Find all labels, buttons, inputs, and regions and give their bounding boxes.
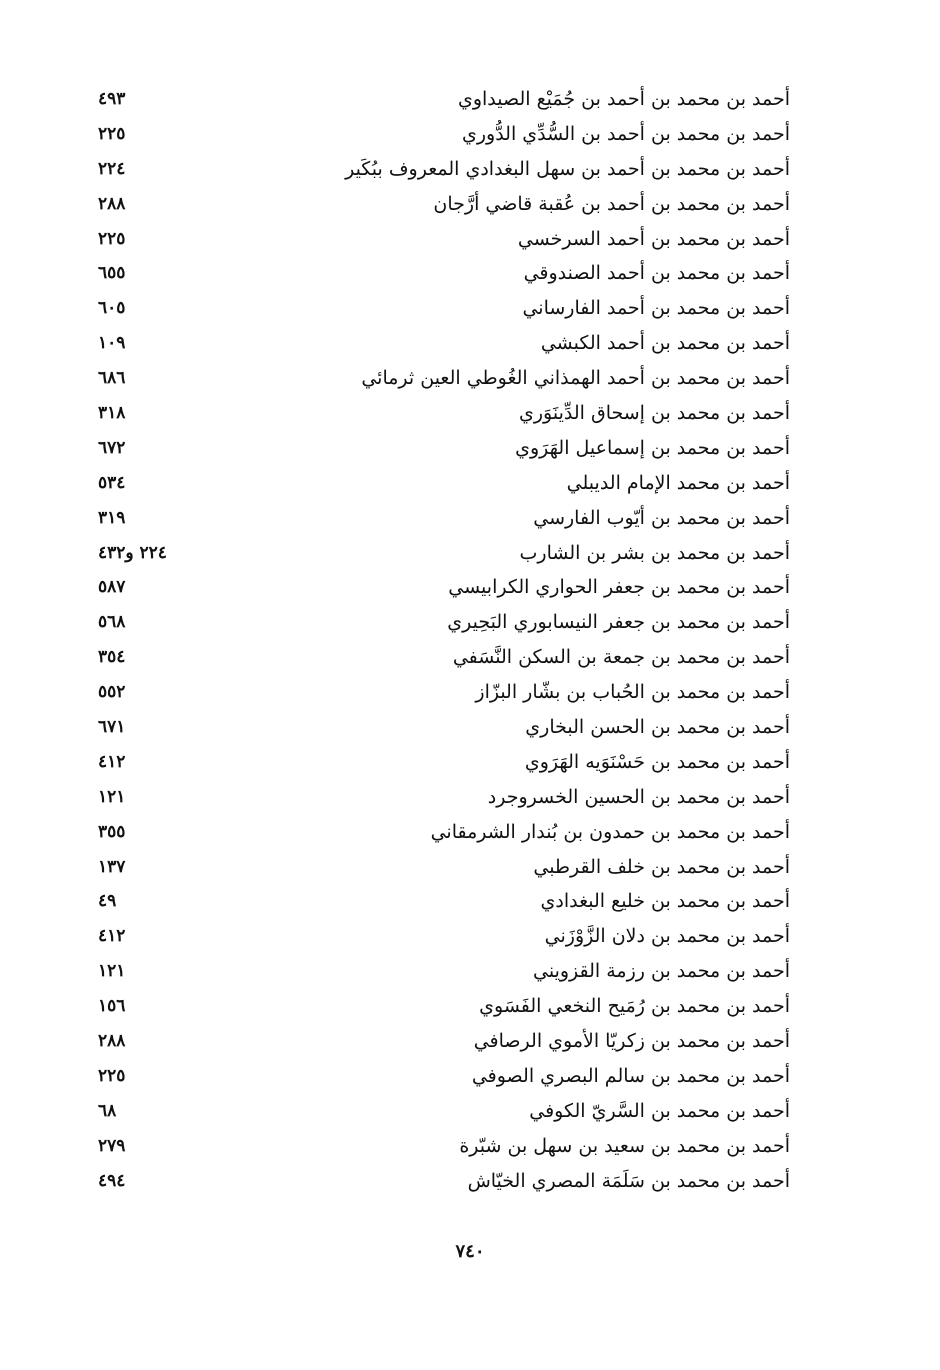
entry-name: أحمد بن محمد بن جعفر الحواري الكرابيسي <box>448 576 790 599</box>
entry-name: أحمد بن محمد بن أحمد الهمذاني الغُوطي العين ثرمائي <box>361 367 790 390</box>
index-entry <box>80 117 790 152</box>
entry-name: أحمد بن محمد بن الحسن البخاري <box>525 716 790 739</box>
entry-name: أحمد بن محمد بن إسحاق الدِّينَوَري <box>518 402 790 425</box>
entry-name: أحمد بن محمد بن حَسْنَوَيه الهَرَوي <box>524 750 790 773</box>
entry-page-ref: ٢٢٤ و٤٣٢ <box>98 542 167 563</box>
entry-page-ref: ٢٧٩ <box>98 1135 126 1156</box>
index-entry <box>80 291 790 326</box>
entry-name: أحمد بن محمد بن جعفر النيسابوري البَحِيري <box>447 611 790 634</box>
entry-name: أحمد بن محمد بن سَلَمَة المصري الخيّاش <box>467 1169 790 1192</box>
entry-name: أحمد بن محمد بن الحسين الخسروجرد <box>487 785 790 808</box>
entry-name: أحمد بن محمد بن أحمد الصندوقي <box>523 262 790 285</box>
entry-page-ref: ٢٢٥ <box>98 123 126 144</box>
entry-page-ref: ٣٥٤ <box>98 647 126 668</box>
page-number: ٧٤٠ <box>455 1241 485 1262</box>
entry-page-ref: ٦٨٦ <box>98 368 126 389</box>
index-entry <box>80 1059 790 1094</box>
entry-page-ref: ٣٥٥ <box>98 821 126 842</box>
entry-name: أحمد بن محمد بن أحمد بن سهل البغدادي المعروف ببُكَير <box>345 157 790 180</box>
entry-name: أحمد بن محمد بن أيّوب الفارسي <box>533 506 790 529</box>
entry-page-ref: ٢٨٨ <box>98 1031 126 1052</box>
entry-page-ref: ٢٢٥ <box>98 228 126 249</box>
index-entry <box>80 466 790 501</box>
entry-page-ref: ١٥٦ <box>98 996 126 1017</box>
entry-page-ref: ٦٧٢ <box>98 437 126 458</box>
index-entry <box>80 1024 790 1059</box>
index-entry <box>80 815 790 850</box>
index-entry <box>80 326 790 361</box>
entry-name: أحمد بن محمد بن رزمة القزويني <box>533 960 790 983</box>
entry-name: أحمد بن محمد بن الحُباب بن بشّار البزّاز <box>475 681 790 704</box>
index-entry <box>80 675 790 710</box>
entry-page-ref: ٢٢٥ <box>98 1065 126 1086</box>
entry-name: أحمد بن محمد بن حمدون بن بُندار الشرمقاني <box>430 820 790 843</box>
index-entry <box>80 187 790 222</box>
entry-name: أحمد بن محمد بن إسماعيل الهَرَوي <box>515 436 790 459</box>
entry-name: أحمد بن محمد بن أحمد بن السُّدِّي الدُّوري <box>461 122 790 145</box>
index-entry <box>80 1094 790 1129</box>
entry-name: أحمد بن محمد بن دلان الزَّوْزَني <box>544 925 790 948</box>
index-list <box>80 82 790 1199</box>
index-entry <box>80 710 790 745</box>
entry-name: أحمد بن محمد بن أحمد بن عُقبة قاضي أرَّجان <box>433 192 790 215</box>
index-entry <box>80 361 790 396</box>
entry-name: أحمد بن محمد بن أحمد السرخسي <box>517 227 790 250</box>
entry-page-ref: ٦٨ <box>98 1100 117 1121</box>
index-entry <box>80 640 790 675</box>
entry-page-ref: ١٢١ <box>98 786 126 807</box>
index-entry <box>80 745 790 780</box>
entry-name: أحمد بن محمد بن جمعة بن السكن النَّسَفي <box>452 646 790 669</box>
entry-name: أحمد بن محمد بن أحمد الكبشي <box>540 332 790 355</box>
entry-page-ref: ٤١٢ <box>98 926 126 947</box>
entry-page-ref: ٢٨٨ <box>98 193 126 214</box>
entry-page-ref: ١٢١ <box>98 961 126 982</box>
index-entry <box>80 152 790 187</box>
index-entry <box>80 256 790 291</box>
entry-name: أحمد بن محمد بن بشر بن الشارب <box>519 541 790 564</box>
index-entry <box>80 780 790 815</box>
index-entry <box>80 884 790 919</box>
entry-page-ref: ٢٢٤ <box>98 158 126 179</box>
entry-name: أحمد بن محمد بن سالم البصري الصوفي <box>471 1064 790 1087</box>
entry-page-ref: ٦٥٥ <box>98 263 126 284</box>
entry-name: أحمد بن محمد الإمام الديبلي <box>566 471 790 494</box>
entry-page-ref: ٦٧١ <box>98 717 126 738</box>
index-entry <box>80 1164 790 1199</box>
entry-page-ref: ١٣٧ <box>98 856 126 877</box>
entry-page-ref: ٥٣٤ <box>98 472 126 493</box>
entry-name: أحمد بن محمد بن خلف القرطبي <box>533 855 790 878</box>
entry-page-ref: ٥٦٨ <box>98 612 126 633</box>
entry-page-ref: ٣١٨ <box>98 403 126 424</box>
index-entry <box>80 605 790 640</box>
entry-page-ref: ٥٨٧ <box>98 577 126 598</box>
entry-name: أحمد بن محمد بن رُمَيح النخعي الفَسَوي <box>479 995 790 1018</box>
index-entry <box>80 850 790 885</box>
entry-page-ref: ٤٩٤ <box>98 1170 126 1191</box>
entry-name: أحمد بن محمد بن خليع البغدادي <box>540 890 790 913</box>
index-entry <box>80 431 790 466</box>
entry-page-ref: ٦٠٥ <box>98 298 126 319</box>
entry-page-ref: ١٠٩ <box>98 333 126 354</box>
entry-page-ref: ٤٩ <box>98 891 117 912</box>
index-entry <box>80 396 790 431</box>
entry-name: أحمد بن محمد بن السَّريّ الكوفي <box>529 1099 790 1122</box>
index-entry <box>80 222 790 257</box>
index-entry <box>80 570 790 605</box>
entry-page-ref: ٣١٩ <box>98 507 126 528</box>
entry-name: أحمد بن محمد بن زكريّا الأموي الرصافي <box>473 1030 790 1053</box>
index-entry <box>80 1129 790 1164</box>
entry-name: أحمد بن محمد بن أحمد بن جُمَيْع الصيداوي <box>457 88 790 110</box>
entry-page-ref: ٤١٢ <box>98 751 126 772</box>
index-entry <box>80 536 790 571</box>
entry-name: أحمد بن محمد بن أحمد الفارساني <box>522 297 790 320</box>
index-entry <box>80 501 790 536</box>
entry-page-ref: ٥٥٢ <box>98 682 126 703</box>
index-entry <box>80 919 790 954</box>
index-entry <box>80 989 790 1024</box>
entry-page-ref: ٤٩٣ <box>98 89 126 109</box>
index-entry <box>80 82 790 117</box>
entry-name: أحمد بن محمد بن سعيد بن سهل بن شبّرة <box>459 1134 790 1157</box>
index-entry <box>80 954 790 989</box>
